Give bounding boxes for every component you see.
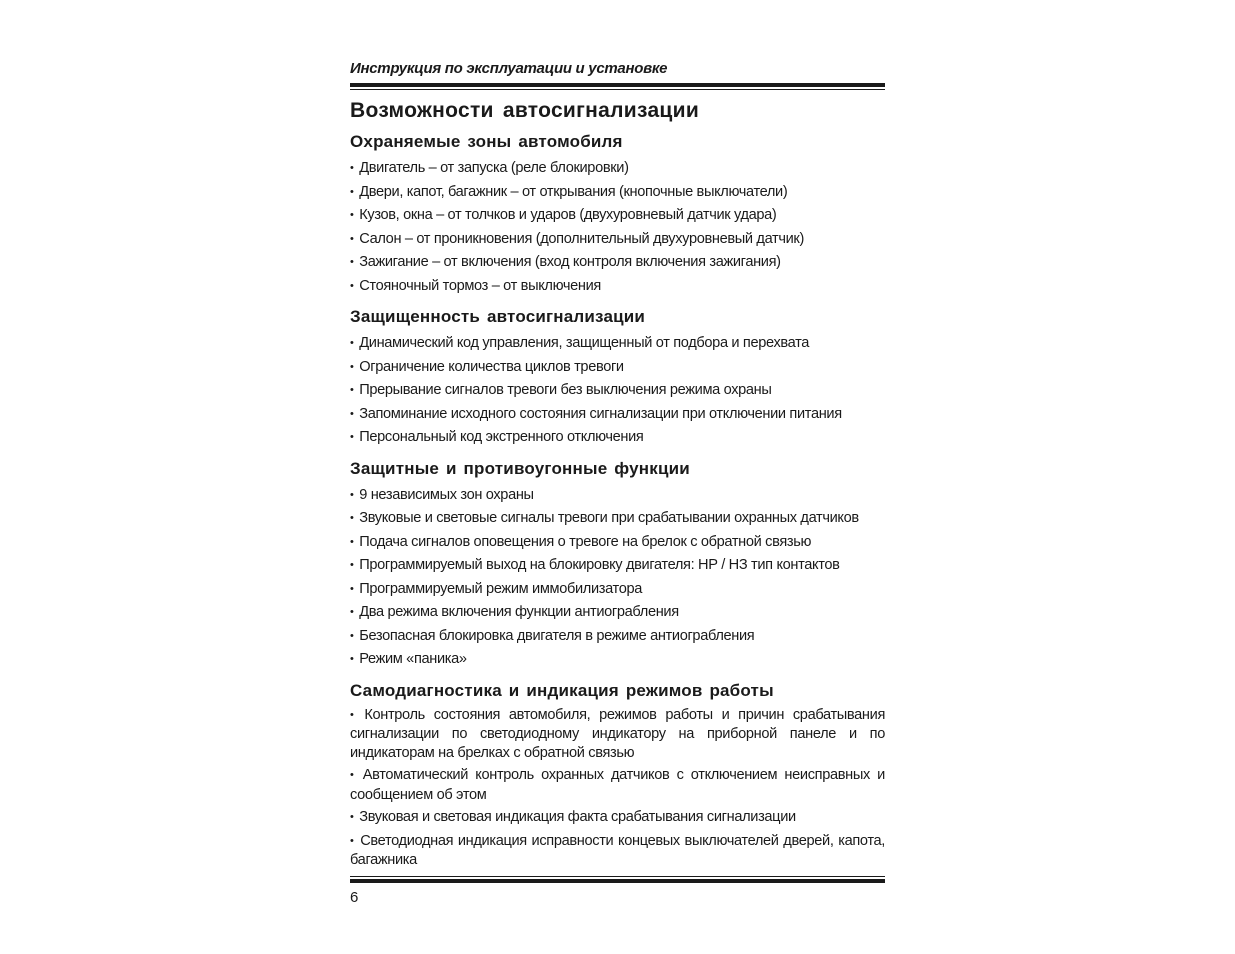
bullet-icon: •	[350, 811, 354, 823]
bullet-icon: •	[350, 769, 354, 781]
bullet-icon: •	[350, 337, 354, 349]
list-item: • Автоматический контроль охранных датчиков с отключением неисправных и сообщением об этом	[350, 767, 885, 803]
bullet-icon: •	[350, 384, 354, 396]
list-item: • Двери, капот, багажник – от открывания (кнопочные выключатели)	[350, 183, 788, 200]
list-item: • Запоминание исходного состояния сигнализации при отключении питания	[350, 405, 842, 422]
bullet-icon: •	[350, 209, 354, 221]
page-number: 6	[350, 888, 359, 906]
list-item: • Прерывание сигналов тревоги без выключения режима охраны	[350, 382, 772, 398]
list-item: • Стояночный тормоз – от выключения	[350, 277, 601, 294]
bullet-icon: •	[350, 232, 354, 245]
list-item: • Зажигание – от включения (вход контроля включения зажигания)	[350, 254, 781, 270]
bullet-icon: •	[350, 582, 354, 595]
list-item: • 9 независимых зон охраны	[350, 486, 534, 503]
list-item: • Светодиодная индикация исправности концевых выключателей дверей, капота, багажника	[350, 832, 885, 868]
bullet-icon: •	[350, 653, 354, 665]
bullet-icon: •	[350, 407, 354, 420]
list-item: • Персональный код экстренного отключения	[350, 429, 644, 445]
section-title-anti-theft-functions: Защитные и противоугонные функции	[350, 458, 690, 478]
bullet-icon: •	[350, 185, 354, 198]
header-rule	[350, 83, 885, 90]
bullet-icon: •	[350, 708, 354, 721]
page-title: Возможности автосигнализации	[350, 99, 700, 122]
list-item: • Динамический код управления, защищенный от подбора и перехвата	[350, 335, 810, 351]
bullet-list	[350, 484, 885, 672]
document-page	[350, 58, 885, 907]
list-item: • Кузов, окна – от толчков и ударов (двухуровневый датчик удара)	[350, 207, 777, 223]
bullet-icon: •	[350, 431, 354, 443]
list-item: • Звуковая и световая индикация факта срабатывания сигнализации	[350, 809, 796, 825]
list-item: • Режим «паника»	[350, 651, 467, 667]
bullet-icon: •	[350, 360, 354, 373]
list-item: • Ограничение количества циклов тревоги	[350, 358, 624, 375]
section-title-security: Защищенность автосигнализации	[350, 307, 646, 326]
bullet-icon: •	[350, 535, 354, 548]
bullet-icon: •	[350, 256, 354, 268]
bullet-icon: •	[350, 834, 354, 847]
list-item: • Безопасная блокировка двигателя в режиме антиограбления	[350, 627, 755, 644]
bullet-icon: •	[350, 559, 354, 571]
bullet-icon: •	[350, 512, 354, 524]
list-item: • Двигатель – от запуска (реле блокировки)	[350, 160, 629, 176]
list-item: • Программируемый режим иммобилизатора	[350, 580, 643, 597]
bullet-list	[350, 157, 885, 298]
list-item: • Два режима включения функции антиограбления	[350, 604, 679, 620]
bullet-icon: •	[350, 279, 354, 292]
bullet-icon: •	[350, 162, 354, 174]
bullet-icon: •	[350, 606, 354, 618]
bullet-list	[350, 332, 885, 450]
bullet-list	[350, 706, 885, 870]
list-item: • Подача сигналов оповещения о тревоге на брелок с обратной связью	[350, 533, 812, 550]
list-item: • Звуковые и световые сигналы тревоги при срабатывании охранных датчиков	[350, 510, 859, 526]
list-item: • Салон – от проникновения (дополнительный двухуровневый датчик)	[350, 230, 804, 247]
bullet-icon: •	[350, 488, 354, 501]
bullet-icon: •	[350, 629, 354, 642]
footer-rule	[350, 876, 885, 883]
list-item: • Программируемый выход на блокировку двигателя: НР / НЗ тип контактов	[350, 557, 840, 573]
running-header: Инструкция по эксплуатации и установке	[350, 60, 668, 77]
section-title-protected-zones: Охраняемые зоны автомобиля	[350, 132, 623, 151]
section-title-self-diagnostics: Самодиагностика и индикация режимов работы	[350, 680, 774, 700]
list-item: • Контроль состояния автомобиля, режимов работы и причин срабатывания сигнализации по светодиодному индикатору на приборной панеле и по индикаторам на брелках с обратной связью	[350, 706, 885, 761]
